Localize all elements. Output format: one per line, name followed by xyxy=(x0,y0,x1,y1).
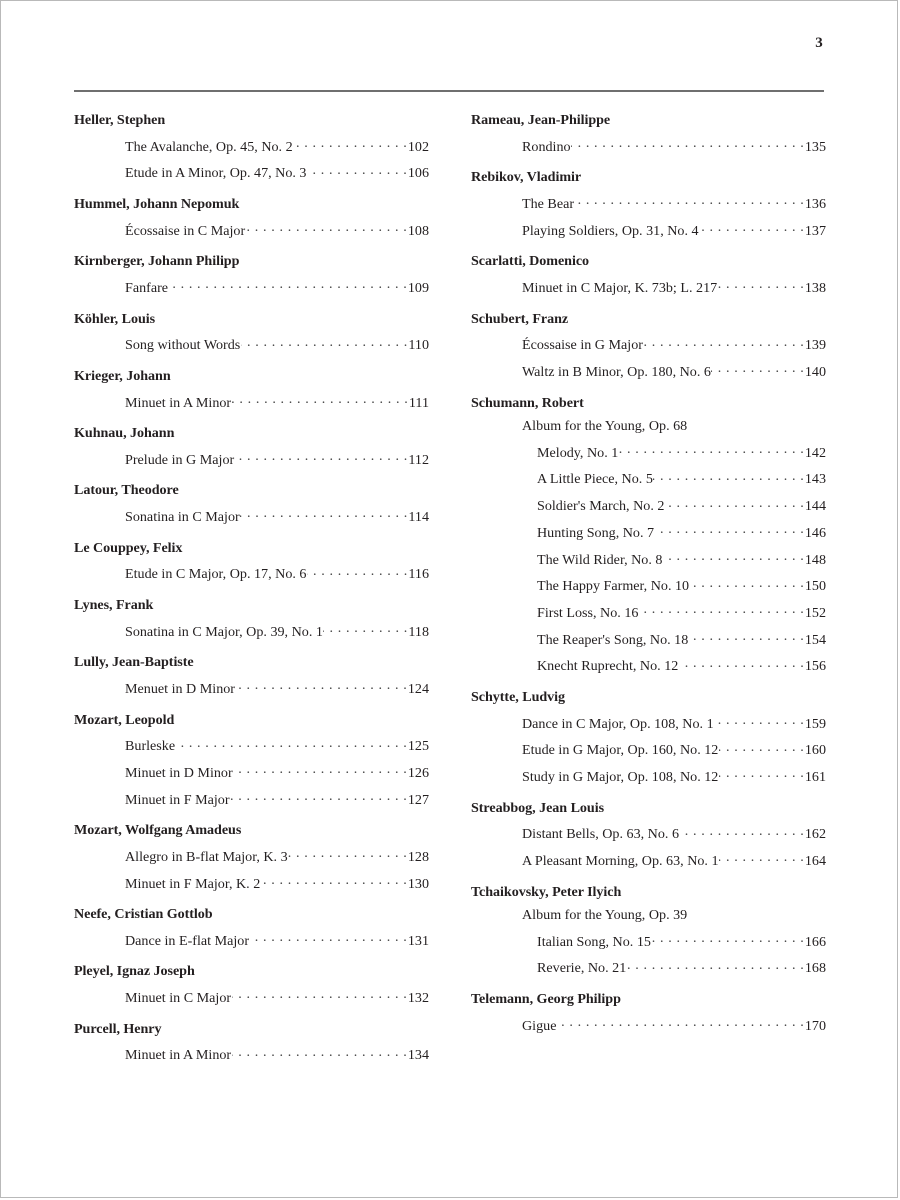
leader-dots xyxy=(250,931,408,945)
entry-title: Hunting Song, No. 7 xyxy=(537,524,655,541)
entry-page-number: 144 xyxy=(804,498,826,515)
composer-name: Tchaikovsky, Peter Ilyich xyxy=(471,883,622,900)
entry-page-number: 128 xyxy=(407,848,429,865)
entry-page-number: 152 xyxy=(804,604,826,621)
entry-title: Soldier's March, No. 2 xyxy=(537,498,665,515)
entry-title: Etude in C Major, Op. 17, No. 6 xyxy=(125,566,307,583)
composer-name: Latour, Theodore xyxy=(74,482,179,499)
leader-dots xyxy=(711,362,804,376)
entry-title: Knecht Ruprecht, No. 12 xyxy=(537,658,679,675)
leader-dots xyxy=(575,194,805,208)
contents-entry[interactable] xyxy=(74,392,429,409)
leader-dots xyxy=(288,847,407,861)
leader-dots xyxy=(665,496,804,510)
entry-title: A Little Piece, No. 5 xyxy=(537,471,653,488)
contents-entry[interactable] xyxy=(471,824,826,841)
entry-page-number: 132 xyxy=(407,990,429,1007)
contents-entry[interactable] xyxy=(471,335,826,352)
entry-title: Minuet in A Minor xyxy=(125,1047,232,1064)
contents-entry[interactable] xyxy=(471,221,826,238)
composer-name: Köhler, Louis xyxy=(74,310,156,327)
leader-dots xyxy=(232,1045,408,1059)
page-number: 3 xyxy=(815,35,823,51)
entry-title: A Pleasant Morning, Op. 63, No. 1 xyxy=(522,852,719,869)
contents-entry[interactable] xyxy=(74,847,429,864)
entry-page-number: 134 xyxy=(407,1047,429,1064)
leader-dots xyxy=(680,824,805,838)
entry-page-number: 125 xyxy=(407,738,429,755)
composer-name: Lully, Jean-Baptiste xyxy=(74,654,194,671)
composer-name: Telemann, Georg Philipp xyxy=(471,991,621,1008)
contents-entry[interactable] xyxy=(471,469,826,486)
contents-column xyxy=(74,113,429,1062)
entry-title: The Reaper's Song, No. 18 xyxy=(537,631,689,648)
contents-entry[interactable] xyxy=(74,931,429,948)
composer-block xyxy=(74,254,429,295)
leader-dots xyxy=(241,335,408,349)
entry-title: Minuet in F Major xyxy=(125,791,230,808)
composer-name: Mozart, Leopold xyxy=(74,711,175,728)
composer-name: Hummel, Johann Nepomuk xyxy=(74,195,240,212)
leader-dots xyxy=(719,851,804,865)
composer-name: Neefe, Cristian Gottlob xyxy=(74,906,213,923)
contents-entry[interactable] xyxy=(74,1045,429,1062)
contents-entry[interactable] xyxy=(471,603,826,620)
leader-dots xyxy=(655,523,805,537)
entry-title: The Bear xyxy=(522,195,575,212)
entry-page-number: 109 xyxy=(407,279,429,296)
leader-dots xyxy=(719,767,805,781)
entry-title: Dance in E-flat Major xyxy=(125,932,250,949)
entry-title: Waltz in B Minor, Op. 180, No. 6 xyxy=(522,363,711,380)
entry-page-number: 102 xyxy=(407,138,429,155)
entry-page-number: 156 xyxy=(804,658,826,675)
composer-block xyxy=(471,992,826,1033)
contents-entry[interactable] xyxy=(471,713,826,730)
leader-dots xyxy=(236,679,408,693)
contents-entry[interactable] xyxy=(74,988,429,1005)
entry-page-number: 118 xyxy=(408,623,429,640)
entry-page-number: 159 xyxy=(804,715,826,732)
leader-dots xyxy=(232,988,408,1002)
composer-name: Scarlatti, Domenico xyxy=(471,253,590,270)
composer-block xyxy=(74,312,429,353)
entry-title: Rondino xyxy=(522,138,571,155)
leader-dots xyxy=(176,736,408,750)
contents-entry[interactable] xyxy=(471,523,826,540)
entry-title: Song without Words xyxy=(125,337,241,354)
contents-entry[interactable] xyxy=(74,163,429,180)
entry-title: Menuet in D Minor xyxy=(125,680,235,697)
contents-entry[interactable] xyxy=(471,740,826,757)
composer-name: Schubert, Franz xyxy=(471,310,569,327)
entry-title: The Happy Farmer, No. 10 xyxy=(537,578,690,595)
entry-page-number: 140 xyxy=(804,363,826,380)
entry-page-number: 150 xyxy=(804,578,826,595)
collection-title: Album for the Young, Op. 39 xyxy=(522,907,688,924)
leader-dots xyxy=(719,740,805,754)
contents-entry[interactable] xyxy=(471,958,826,975)
leader-dots xyxy=(233,763,407,777)
contents-entry[interactable] xyxy=(74,564,429,581)
composer-block xyxy=(74,964,429,1005)
entry-page-number: 164 xyxy=(804,852,826,869)
contents-entry[interactable] xyxy=(74,622,429,639)
leader-dots xyxy=(639,603,804,617)
composer-block xyxy=(74,1022,429,1063)
entry-title: Prelude in G Major xyxy=(125,451,235,468)
entry-page-number: 143 xyxy=(804,471,826,488)
entry-page-number: 124 xyxy=(407,680,429,697)
entry-title: Fanfare xyxy=(125,279,169,296)
leader-dots xyxy=(653,469,804,483)
entry-page-number: 126 xyxy=(407,764,429,781)
composer-block xyxy=(74,713,429,807)
entry-page-number: 142 xyxy=(804,444,826,461)
composer-name: Kirnberger, Johann Philipp xyxy=(74,253,240,270)
contents-entry[interactable] xyxy=(471,851,826,868)
entry-title: Sonatina in C Major xyxy=(125,509,240,526)
composer-block xyxy=(74,655,429,696)
leader-dots xyxy=(230,789,407,803)
leader-dots xyxy=(714,713,804,727)
contents-entry[interactable] xyxy=(471,137,826,154)
composer-name: Heller, Stephen xyxy=(74,112,166,128)
leader-dots xyxy=(323,622,407,636)
contents-entry[interactable] xyxy=(471,278,826,295)
leader-dots xyxy=(699,221,804,235)
entry-page-number: 146 xyxy=(804,524,826,541)
contents-entry[interactable] xyxy=(74,278,429,295)
leader-dots xyxy=(557,1016,804,1030)
entry-title: Écossaise in C Major xyxy=(125,222,246,239)
composer-block xyxy=(471,396,826,674)
composer-block xyxy=(74,541,429,582)
contents-entry[interactable] xyxy=(74,679,429,696)
entry-page-number: 111 xyxy=(408,394,429,411)
entry-page-number: 154 xyxy=(804,631,826,648)
header-rule xyxy=(74,90,824,92)
contents-entry[interactable] xyxy=(74,221,429,238)
contents-entry[interactable] xyxy=(74,507,429,524)
entry-title: Study in G Major, Op. 108, No. 12 xyxy=(522,768,719,785)
entry-page-number: 170 xyxy=(804,1017,826,1034)
entry-title: Minuet in F Major, K. 2 xyxy=(125,875,261,892)
entry-page-number: 136 xyxy=(804,195,826,212)
leader-dots xyxy=(307,564,408,578)
entry-page-number: 137 xyxy=(804,222,826,239)
composer-block xyxy=(471,690,826,784)
composer-name: Krieger, Johann xyxy=(74,367,171,384)
entry-page-number: 168 xyxy=(804,960,826,977)
composer-name: Le Couppey, Felix xyxy=(74,539,183,556)
contents-entry[interactable] xyxy=(471,630,826,647)
contents-entry[interactable] xyxy=(471,932,826,949)
contents-entry[interactable] xyxy=(471,549,826,566)
leader-dots xyxy=(689,630,805,644)
entry-title: The Wild Rider, No. 8 xyxy=(537,551,663,568)
composer-block xyxy=(471,312,826,379)
entry-title: Playing Soldiers, Op. 31, No. 4 xyxy=(522,222,699,239)
entry-page-number: 116 xyxy=(408,566,429,583)
composer-name: Schytte, Ludvig xyxy=(471,688,566,705)
entry-page-number: 110 xyxy=(408,337,429,354)
contents-entry[interactable] xyxy=(471,194,826,211)
entry-page-number: 148 xyxy=(804,551,826,568)
leader-dots xyxy=(571,137,804,151)
entry-page-number: 161 xyxy=(804,768,826,785)
leader-dots xyxy=(651,932,804,946)
contents-entry[interactable] xyxy=(471,767,826,784)
entry-page-number: 139 xyxy=(804,337,826,354)
contents-entry[interactable] xyxy=(471,443,826,460)
entry-title: Écossaise in G Major xyxy=(522,337,643,354)
contents-entry[interactable] xyxy=(471,496,826,513)
composer-name: Streabbog, Jean Louis xyxy=(471,799,604,816)
leader-dots xyxy=(232,392,409,406)
entry-title: Minuet in C Major, K. 73b; L. 217 xyxy=(522,279,718,296)
entry-title: Reverie, No. 21 xyxy=(537,960,627,977)
composer-name: Purcell, Henry xyxy=(74,1020,162,1037)
entry-title: Dance in C Major, Op. 108, No. 1 xyxy=(522,715,714,732)
entry-title: Gigue xyxy=(522,1017,557,1034)
entry-title: Etude in G Major, Op. 160, No. 12 xyxy=(522,742,719,759)
contents-entry[interactable] xyxy=(471,656,826,673)
entry-page-number: 108 xyxy=(407,222,429,239)
composer-name: Pleyel, Ignaz Joseph xyxy=(74,963,195,980)
entry-page-number: 112 xyxy=(408,451,429,468)
contents-column xyxy=(471,113,826,1062)
composer-block xyxy=(74,369,429,410)
contents-entry[interactable] xyxy=(74,873,429,890)
composer-name: Mozart, Wolfgang Amadeus xyxy=(74,822,242,839)
entry-page-number: 138 xyxy=(804,279,826,296)
contents-entry[interactable] xyxy=(74,137,429,154)
entry-page-number: 114 xyxy=(408,509,429,526)
entry-page-number: 106 xyxy=(407,165,429,182)
leader-dots xyxy=(690,576,805,590)
entry-title: Allegro in B-flat Major, K. 3 xyxy=(125,848,288,865)
entry-title: Etude in A Minor, Op. 47, No. 3 xyxy=(125,165,307,182)
entry-title: Italian Song, No. 15 xyxy=(537,933,651,950)
entry-page-number: 166 xyxy=(804,933,826,950)
collection-title: Album for the Young, Op. 68 xyxy=(522,418,688,435)
contents-entry[interactable] xyxy=(471,576,826,593)
leader-dots xyxy=(240,507,408,521)
entry-title: First Loss, No. 16 xyxy=(537,604,639,621)
contents-entry[interactable] xyxy=(74,450,429,467)
leader-dots xyxy=(663,549,804,563)
composer-block xyxy=(471,113,826,154)
entry-title: Minuet in A Minor xyxy=(125,394,232,411)
leader-dots xyxy=(169,278,408,292)
entry-page-number: 162 xyxy=(804,826,826,843)
entry-title: Distant Bells, Op. 63, No. 6 xyxy=(522,826,679,843)
entry-title: The Avalanche, Op. 45, No. 2 xyxy=(125,138,293,155)
leader-dots xyxy=(261,873,408,887)
contents-entry[interactable] xyxy=(74,763,429,780)
entry-page-number: 160 xyxy=(804,742,826,759)
leader-dots xyxy=(627,958,805,972)
composer-name: Schumann, Robert xyxy=(471,394,584,411)
entry-title: Minuet in C Major xyxy=(125,990,232,1007)
entry-title: Melody, No. 1 xyxy=(537,444,619,461)
composer-block xyxy=(74,823,429,890)
composer-block xyxy=(471,170,826,237)
composer-name: Rebikov, Vladimir xyxy=(471,169,582,186)
entry-page-number: 135 xyxy=(804,138,826,155)
composer-block xyxy=(74,907,429,948)
entry-title: Sonatina in C Major, Op. 39, No. 1 xyxy=(125,623,323,640)
composer-block xyxy=(471,801,826,868)
leader-dots xyxy=(246,221,408,235)
contents-columns xyxy=(74,113,824,1062)
composer-block xyxy=(74,197,429,238)
contents-entry[interactable] xyxy=(471,362,826,379)
leader-dots xyxy=(619,443,805,457)
leader-dots xyxy=(718,278,805,292)
composer-block xyxy=(471,885,826,976)
entry-page-number: 131 xyxy=(407,932,429,949)
composer-block xyxy=(74,113,429,180)
leader-dots xyxy=(235,450,408,464)
composer-block xyxy=(471,254,826,295)
leader-dots xyxy=(307,163,407,177)
contents-entry[interactable] xyxy=(74,736,429,753)
contents-entry[interactable] xyxy=(471,1016,826,1033)
entry-title: Minuet in D Minor xyxy=(125,764,233,781)
entry-title: Burleske xyxy=(125,738,176,755)
leader-dots xyxy=(293,137,407,151)
composer-name: Rameau, Jean-Philippe xyxy=(471,112,611,128)
composer-block xyxy=(74,426,429,467)
composer-name: Lynes, Frank xyxy=(74,596,154,613)
contents-entry[interactable] xyxy=(74,789,429,806)
entry-page-number: 130 xyxy=(407,875,429,892)
leader-dots xyxy=(679,656,805,670)
leader-dots xyxy=(643,335,804,349)
contents-entry[interactable] xyxy=(74,335,429,352)
entry-page-number: 127 xyxy=(407,791,429,808)
composer-name: Kuhnau, Johann xyxy=(74,425,175,442)
composer-block xyxy=(74,483,429,524)
composer-block xyxy=(74,598,429,639)
